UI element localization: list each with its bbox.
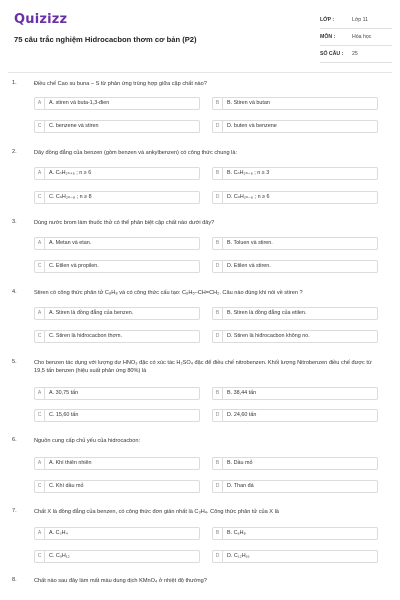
question-text: Điều chế Cao su buna – S từ phản ứng trùng hợp giữa cặp chất nào? bbox=[34, 81, 207, 87]
option-d[interactable] bbox=[212, 480, 378, 493]
option-a[interactable] bbox=[34, 307, 200, 320]
option-letter: B bbox=[213, 458, 223, 469]
option-letter: A bbox=[35, 308, 45, 319]
option-text: D. CₙH₂ₙ₋₆ ; n ≥ 6 bbox=[227, 194, 270, 200]
option-text: A. C₃H₄ bbox=[49, 530, 68, 536]
option-letter: C bbox=[35, 410, 45, 421]
meta-value: Hóa học bbox=[352, 34, 372, 40]
option-c[interactable] bbox=[34, 191, 200, 204]
option-c[interactable] bbox=[34, 480, 200, 493]
option-b[interactable] bbox=[212, 387, 378, 400]
option-text: A. CₙH₂ₙ₊₆ ; n ≥ 6 bbox=[49, 170, 92, 176]
option-text: B. 38,44 tấn bbox=[227, 390, 257, 396]
option-d[interactable] bbox=[212, 191, 378, 204]
option-letter: A bbox=[35, 388, 45, 399]
question-text: Chất X là đồng đẳng của benzen, có công thức đơn giản nhất là C₃H₄. Công thức phân tử của X là bbox=[34, 509, 279, 515]
option-a[interactable] bbox=[34, 527, 200, 540]
option-text: C. Etilen và propilen. bbox=[49, 263, 99, 269]
question-text: Stiren có công thức phân tử C₈H₈ và có công thức cấu tạo: C₆H₅–CH=CH₂. Câu nào đúng khi nói về stiren ? bbox=[34, 290, 303, 296]
quizizz-logo: Quizizz bbox=[14, 12, 68, 27]
option-text: B. Stiren là đồng đẳng của etilen. bbox=[227, 310, 307, 316]
question-number: 2. bbox=[12, 149, 17, 155]
question-text: Dãy đồng đẳng của benzen (gồm benzen và ankylbenzen) có công thức chung là: bbox=[34, 150, 238, 156]
option-letter: B bbox=[213, 238, 223, 249]
option-b[interactable] bbox=[212, 167, 378, 180]
option-text: B. Stiren và butan bbox=[227, 100, 270, 106]
option-a[interactable] bbox=[34, 97, 200, 110]
option-letter: C bbox=[35, 481, 45, 492]
option-d[interactable] bbox=[212, 120, 378, 133]
document-header bbox=[0, 0, 400, 70]
option-letter: A bbox=[35, 238, 45, 249]
option-text: D. C₁₂H₁₆ bbox=[227, 553, 250, 559]
meta-table bbox=[320, 12, 392, 63]
option-c[interactable] bbox=[34, 330, 200, 343]
option-c[interactable] bbox=[34, 260, 200, 273]
question-number: 5. bbox=[12, 359, 17, 365]
question-number: 8. bbox=[12, 577, 17, 583]
option-a[interactable] bbox=[34, 387, 200, 400]
option-letter: A bbox=[35, 528, 45, 539]
question-number: 1. bbox=[12, 80, 17, 86]
option-text: C. Khí dầu mỏ bbox=[49, 483, 84, 489]
option-letter: B bbox=[213, 168, 223, 179]
option-text: B. Toluen và stiren. bbox=[227, 240, 273, 246]
option-b[interactable] bbox=[212, 307, 378, 320]
option-a[interactable] bbox=[34, 167, 200, 180]
option-text: A. Stiren là đồng đẳng của benzen. bbox=[49, 310, 134, 316]
question-text: Nguồn cung cấp chủ yếu của hidrocacbon: bbox=[34, 438, 141, 444]
meta-row-subject bbox=[320, 29, 392, 46]
option-d[interactable] bbox=[212, 260, 378, 273]
option-c[interactable] bbox=[34, 120, 200, 133]
option-a[interactable] bbox=[34, 457, 200, 470]
option-text: D. Stiren là hiđrocacbon không no. bbox=[227, 333, 310, 339]
option-letter: D bbox=[213, 331, 223, 342]
option-letter: C bbox=[35, 331, 45, 342]
option-text: B. Dầu mỏ bbox=[227, 460, 253, 466]
option-b[interactable] bbox=[212, 97, 378, 110]
option-text: A. 30,75 tấn bbox=[49, 390, 79, 396]
option-letter: C bbox=[35, 192, 45, 203]
option-letter: B bbox=[213, 308, 223, 319]
option-text: D. Than đá bbox=[227, 483, 254, 489]
option-letter: B bbox=[213, 528, 223, 539]
question-text: Cho benzen tác dụng với lượng dư HNO₃ đặc có xúc tác H₂SO₄ đặc để điều chế nitrobenzen. Khối lượng Nitrobenzen điều chế được từ 19,5 tấn benzen (hiệu suất phản ứng 80%) là bbox=[34, 360, 372, 375]
option-letter: C bbox=[35, 121, 45, 132]
option-letter: B bbox=[213, 388, 223, 399]
option-letter: A bbox=[35, 458, 45, 469]
option-letter: D bbox=[213, 481, 223, 492]
question-text: Chất nào sau đây làm mất màu dung dịch KMnO₄ ở nhiệt độ thường? bbox=[34, 578, 207, 584]
option-text: A. Khí thiên nhiên bbox=[49, 460, 92, 466]
option-d[interactable] bbox=[212, 550, 378, 563]
option-text: D. 24,60 tấn bbox=[227, 412, 257, 418]
option-text: C. CₙH₂ₙ₋₈ ; n ≥ 8 bbox=[49, 194, 92, 200]
question-number: 3. bbox=[12, 219, 17, 225]
meta-label: SỐ CÂU : bbox=[320, 51, 344, 57]
option-b[interactable] bbox=[212, 457, 378, 470]
meta-value: Lớp 11 bbox=[352, 17, 368, 23]
option-c[interactable] bbox=[34, 409, 200, 422]
meta-value: 25 bbox=[352, 51, 358, 57]
option-text: D. buten và benzene bbox=[227, 123, 277, 129]
option-letter: C bbox=[35, 551, 45, 562]
option-a[interactable] bbox=[34, 237, 200, 250]
option-text: D. Etilen và stiren. bbox=[227, 263, 271, 269]
option-letter: B bbox=[213, 98, 223, 109]
option-letter: C bbox=[35, 261, 45, 272]
option-d[interactable] bbox=[212, 330, 378, 343]
option-letter: A bbox=[35, 168, 45, 179]
option-text: B. CₙH₂ₙ₋₆ ; n ≥ 3 bbox=[227, 170, 270, 176]
option-text: C. Stiren là hiđrocacbon thơm. bbox=[49, 333, 123, 339]
question-number: 7. bbox=[12, 508, 17, 514]
meta-label: LỚP : bbox=[320, 17, 335, 23]
meta-row-class bbox=[320, 12, 392, 29]
question-number: 6. bbox=[12, 437, 17, 443]
option-b[interactable] bbox=[212, 237, 378, 250]
question-number: 4. bbox=[12, 289, 17, 295]
option-c[interactable] bbox=[34, 550, 200, 563]
option-text: A. Metan và etan. bbox=[49, 240, 92, 246]
option-text: A. stiren và buta-1,3-đien bbox=[49, 100, 110, 106]
option-d[interactable] bbox=[212, 409, 378, 422]
option-letter: D bbox=[213, 551, 223, 562]
option-letter: D bbox=[213, 121, 223, 132]
meta-label: MÔN : bbox=[320, 34, 336, 40]
option-text: B. C₆H₈ bbox=[227, 530, 246, 536]
option-letter: D bbox=[213, 261, 223, 272]
option-b[interactable] bbox=[212, 527, 378, 540]
meta-row-count bbox=[320, 46, 392, 63]
option-text: C. benzene và stiren bbox=[49, 123, 99, 129]
option-letter: D bbox=[213, 410, 223, 421]
option-text: C. C₉H₁₂ bbox=[49, 553, 70, 559]
option-letter: D bbox=[213, 192, 223, 203]
document-title: 75 câu trắc nghiệm Hidrocacbon thơm cơ bản (P2) bbox=[14, 35, 197, 44]
option-letter: A bbox=[35, 98, 45, 109]
option-text: C. 15,60 tấn bbox=[49, 412, 79, 418]
question-text: Dùng nước brom làm thuốc thử có thể phân biệt cặp chất nào dưới đây? bbox=[34, 220, 215, 226]
header-divider bbox=[8, 72, 392, 73]
